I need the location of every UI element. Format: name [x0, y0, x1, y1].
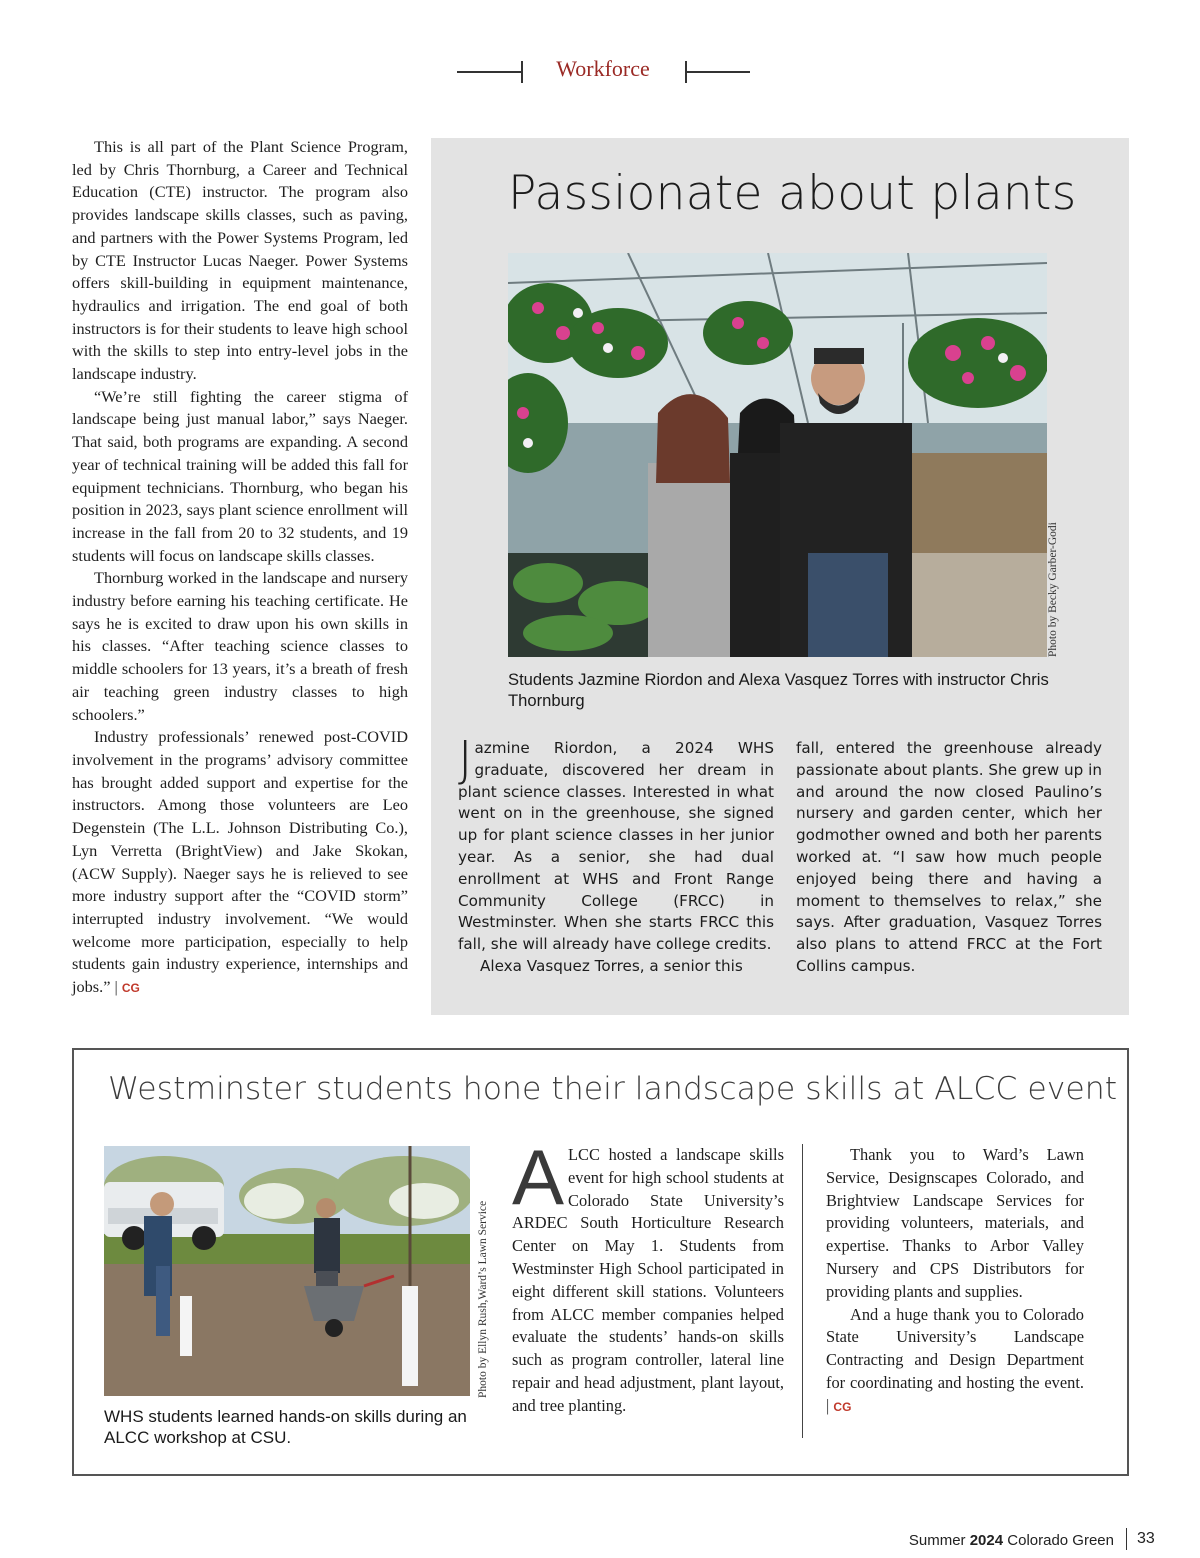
sidebar-title: Passionate about plants	[508, 166, 1077, 221]
footer-year: 2024	[969, 1532, 1004, 1549]
article-paragraph: “We’re still fighting the career stigma of landscape being just manual labor,” says Naeger. That said, both programs are expanding. A second year of technical training will be added this fall for equipment technicians. Thornburg, who began his position in 2023, says plant science enrollment will increase in the fall from 20 to 32 students, and 19 students will focus on landscape skills classes.	[72, 386, 408, 565]
event-paragraph	[512, 1133, 784, 1418]
header-rule-right	[686, 71, 750, 73]
sidebar-paragraph: fall, entered the greenhouse already passionate about plants. She grew up in and around the now closed Paulino’s nursery and garden center, which her godmother owned and both her parents worked at. “I saw how much people enjoyed being there and having a moment to themselves to relax,” she says. After graduation, Vasquez Torres also plans to attend FRCC at the Fort Collins campus.	[796, 739, 1102, 975]
event-box-title: Westminster students hone their landscape skills at ALCC event	[108, 1071, 1118, 1107]
end-mark: CG	[121, 981, 140, 996]
footer-publication	[909, 1532, 1114, 1549]
event-paragraph-text: LCC hosted a landscape skills event for high school students at Colorado State University’s ARDEC South Horticulture Research Center on May 1. Students from Westminster High School participated in eight different skill stations. Volunteers from ALCC member companies helped evaluate the students’ hands-on skills such as program controller, lateral line repair and head adjustment, plant layout, and tree planting.	[512, 1145, 784, 1415]
event-paragraph: Thank you to Ward’s Lawn Service, Designscapes Colorado, and Brightview Landscape Services for providing volunteers, materials, and expertise. Thanks to Arbor Valley Nursery and CPS Distributors for providing plants and supplies.	[826, 1145, 1084, 1301]
event-photo-credit: Photo by Ellyn Rush,Ward’s Lawn Service	[477, 1200, 489, 1398]
article-left-column	[72, 136, 408, 1000]
photo-caption: Students Jazmine Riordon and Alexa Vasquez Torres with instructor Chris Thornburg	[508, 670, 1049, 710]
event-photo-caption: WHS students learned hands-on skills during an ALCC workshop at CSU.	[104, 1407, 467, 1447]
event-photo	[104, 1146, 470, 1396]
end-mark: CG	[833, 1399, 852, 1414]
section-header	[0, 56, 1200, 88]
event-box	[72, 1048, 1129, 1476]
sidebar-column-1	[458, 731, 774, 978]
header-rule-left	[457, 71, 522, 73]
photo-credit: Photo by Becky Garber-Godi	[1047, 522, 1059, 657]
article-paragraph-last	[72, 726, 408, 999]
drop-cap: A	[512, 1133, 565, 1221]
footer-magazine: Colorado Green	[1007, 1532, 1114, 1549]
sidebar-column-2	[796, 738, 1102, 978]
event-column-1	[512, 1133, 784, 1418]
greenhouse-photo	[508, 253, 1047, 657]
article-paragraph: Thornburg worked in the landscape and nursery industry before earning his teaching certificate. He says he is excited to draw upon his own skills in his classes. “After teaching science classes to middle schoolers for 13 years, it’s a breath of fresh air teaching green industry classes to high schoolers.”	[72, 568, 408, 724]
event-paragraph-last	[826, 1304, 1084, 1419]
end-mark-bar: |	[114, 977, 118, 997]
article-paragraph-text: Industry professionals’ renewed post-COVID involvement in the programs’ advisory committee has brought added support and expertise for the instructors. Among those volunteers are Leo Degenstein (The L.L. Johnson Distributing Co.), Lyn Verretta (BrightView) and Jake Skokan, (ACW Supply). Naeger says he is relieved to see more industry support after the “COVID storm” interrupted industry involvement. “We would welcome more participation, especially to help students gain industry experience, internships and jobs.”	[72, 727, 408, 997]
sidebar-paragraph-text: azmine Riordon, a 2024 WHS graduate, discovered her dream in plant science classes. Interested in what went on in the greenhouse, she signed up for plant science classes in her junior year. As a senior, she had dual enrollment at WHS and Front Range Community College (FRCC) in Westminster. When she starts FRCC this fall, she will already have college credits.	[458, 739, 774, 954]
sidebar-paragraph	[458, 731, 774, 956]
event-paragraph-text: And a huge thank you to Colorado State University’s Landscape Contracting and Design Department for coordinating and hosting the event.	[826, 1304, 1084, 1392]
sidebar-box	[431, 138, 1129, 1015]
page-footer	[0, 1530, 1200, 1554]
article-paragraph: This is all part of the Plant Science Program, led by Chris Thornburg, a Career and Technical Education (CTE) instructor. The program also provides landscape skills classes, such as paving, and partners with the Power Systems Program, led by CTE Instructor Lucas Naeger. Power Systems offers skill-building in equipment maintenance, hydraulics and irrigation. The end goal of both instructors is for their students to leave high school with the skills to step into entry-level jobs in the landscape industry.	[72, 137, 408, 384]
end-mark-bar: |	[826, 1395, 830, 1415]
footer-season: Summer	[908, 1532, 966, 1549]
header-tick-left	[521, 61, 523, 83]
section-label: Workforce	[556, 56, 650, 81]
drop-cap: J	[458, 731, 473, 788]
sidebar-paragraph: Alexa Vasquez Torres, a senior this	[480, 956, 743, 975]
footer-separator	[1126, 1528, 1127, 1550]
page-number: 33	[1137, 1530, 1155, 1547]
column-divider	[802, 1144, 803, 1438]
event-column-2	[826, 1144, 1084, 1419]
